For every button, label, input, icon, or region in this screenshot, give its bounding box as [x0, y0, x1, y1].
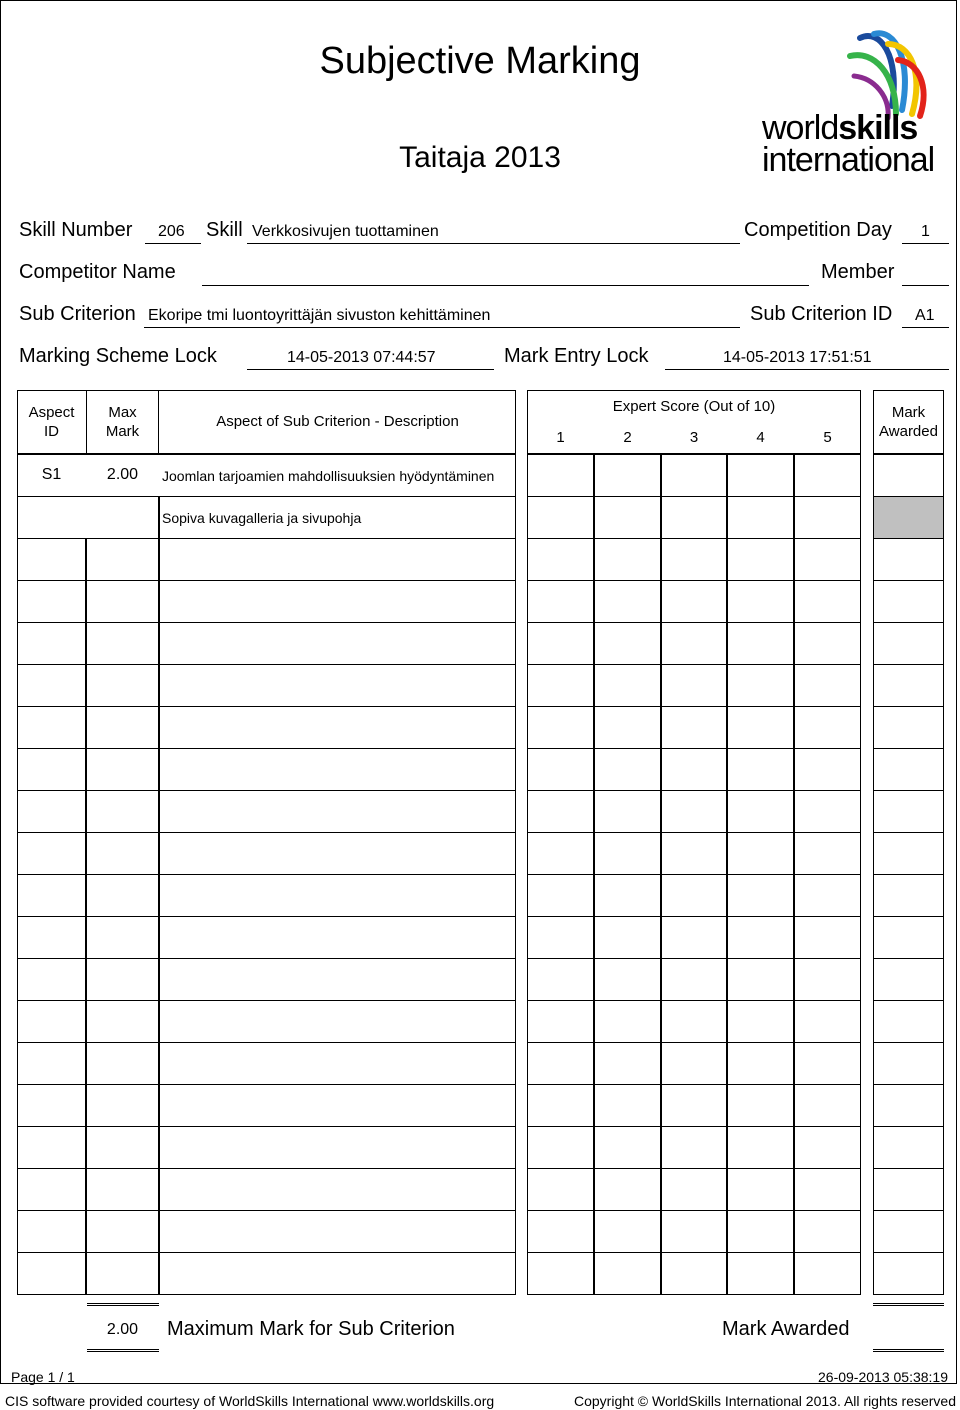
expert-score-cell-5[interactable] — [794, 916, 861, 959]
expert-score-cell-3[interactable] — [661, 1210, 727, 1253]
expert-score-cell-4[interactable] — [727, 1168, 794, 1211]
logo-word-skills: skills — [838, 109, 918, 147]
row2-description: Sopiva kuvagalleria ja sivupohja — [162, 510, 362, 526]
expert-number-3: 3 — [689, 429, 699, 446]
expert-score-cell-1[interactable] — [527, 790, 594, 833]
max-mark-label: Maximum Mark for Sub Criterion — [167, 1318, 455, 1340]
expert-score-cell-3[interactable] — [661, 916, 727, 959]
expert-score-cell-5[interactable] — [794, 706, 861, 749]
mark-awarded-cell[interactable] — [873, 538, 944, 581]
expert-score-cell-4[interactable] — [727, 790, 794, 833]
expert-score-cell-3[interactable] — [661, 496, 727, 539]
table-cell-max-mark — [86, 916, 159, 959]
table-cell-max-mark — [86, 748, 159, 791]
skill-underline — [247, 243, 740, 244]
table-cell-max-mark — [86, 958, 159, 1001]
expert-score-cell-1[interactable] — [527, 1000, 594, 1043]
expert-score-cell-4[interactable] — [727, 1000, 794, 1043]
sub-criterion-value: Ekoripe tmi luontoyrittäjän sivuston kehittäminen — [148, 307, 491, 324]
expert-score-cell-4[interactable] — [727, 580, 794, 623]
expert-score-cell-4[interactable] — [727, 622, 794, 665]
expert-score-cell-5[interactable] — [794, 1042, 861, 1085]
table-cell-aspect-id — [17, 1210, 86, 1253]
expert-score-cell-2[interactable] — [594, 916, 661, 959]
mark-awarded-cell[interactable] — [873, 1084, 944, 1127]
expert-score-cell-4[interactable] — [727, 496, 794, 539]
table-cell-aspect-id — [17, 790, 86, 833]
expert-score-cell-2[interactable] — [594, 832, 661, 875]
mark-awarded-cell[interactable] — [873, 958, 944, 1001]
expert-score-cell-4[interactable] — [727, 1252, 794, 1295]
table-cell-max-mark — [86, 538, 159, 581]
mark-awarded-cell[interactable] — [873, 664, 944, 707]
row1-aspect-id: S1 — [41, 466, 62, 483]
expert-score-cell-1[interactable] — [527, 1084, 594, 1127]
expert-score-cell-2[interactable] — [594, 874, 661, 917]
expert-score-cell-1[interactable] — [527, 1210, 594, 1253]
table-cell-description — [159, 958, 516, 1001]
table-cell-max-mark — [86, 1042, 159, 1085]
table-cell-max-mark — [86, 706, 159, 749]
mark-awarded-cell[interactable] — [873, 1168, 944, 1211]
expert-score-cell-5[interactable] — [794, 496, 861, 539]
expert-score-cell-2[interactable] — [594, 790, 661, 833]
expert-score-cell-2[interactable] — [594, 1084, 661, 1127]
member-underline — [902, 285, 949, 286]
expert-number-2: 2 — [623, 429, 632, 446]
table-cell-description — [159, 1042, 516, 1085]
table-cell-aspect-id — [17, 1252, 86, 1295]
expert-score-cell-5[interactable] — [794, 790, 861, 833]
expert-score-cell-5[interactable] — [794, 1168, 861, 1211]
footer-copyright: Copyright © WorldSkills International 2013. All rights reserved — [573, 1393, 956, 1409]
table-cell-max-mark — [86, 1000, 159, 1043]
skill-number-label: Skill Number — [19, 219, 133, 241]
expert-score-cell-4[interactable] — [727, 1042, 794, 1085]
expert-score-cell-4[interactable] — [727, 1084, 794, 1127]
table-cell-aspect-id — [17, 538, 86, 581]
mark-awarded-cell[interactable] — [873, 748, 944, 791]
expert-score-cell-1[interactable] — [527, 916, 594, 959]
expert-score-cell-5[interactable] — [794, 874, 861, 917]
table-cell-max-mark — [86, 664, 159, 707]
expert-score-cell-1[interactable] — [527, 874, 594, 917]
table-cell-description — [159, 1168, 516, 1211]
expert-score-cell-1[interactable] — [527, 1168, 594, 1211]
expert-score-cell-5[interactable] — [794, 1210, 861, 1253]
table-cell-max-mark — [86, 1252, 159, 1295]
table-cell-aspect-id — [17, 706, 86, 749]
marking-scheme-lock-value: 14-05-2013 07:44:57 — [287, 349, 436, 366]
expert-score-cell-2[interactable] — [594, 454, 661, 497]
table-cell-aspect-id — [17, 664, 86, 707]
expert-score-cell-5[interactable] — [794, 538, 861, 581]
print-timestamp: 26-09-2013 05:38:19 — [818, 1369, 948, 1385]
mark-entry-lock-underline — [665, 369, 949, 370]
row1-description: Joomlan tarjoamien mahdollisuuksien hyödyntäminen — [162, 468, 495, 484]
sub-criterion-underline — [144, 327, 740, 328]
expert-score-cell-5[interactable] — [794, 1252, 861, 1295]
table-cell-description — [159, 1126, 516, 1169]
table-cell-aspect-id — [17, 958, 86, 1001]
max-mark-total: 2.00 — [106, 1321, 139, 1338]
mark-awarded-cell[interactable] — [873, 832, 944, 875]
table-cell-description — [159, 1252, 516, 1295]
mark-awarded-cell[interactable] — [873, 496, 944, 539]
awarded-total-bottom-rule — [873, 1349, 944, 1352]
expert-number-4: 4 — [756, 429, 765, 446]
table-cell-aspect-id — [17, 874, 86, 917]
table-cell-max-mark — [86, 832, 159, 875]
table-cell-aspect-id — [17, 916, 86, 959]
expert-score-cell-4[interactable] — [727, 664, 794, 707]
logo-word-international: international — [762, 141, 935, 179]
expert-score-cell-1[interactable] — [527, 958, 594, 1001]
page-title: Subjective Marking — [319, 40, 641, 82]
expert-score-cell-2[interactable] — [594, 1252, 661, 1295]
table-cell-description — [159, 622, 516, 665]
expert-score-cell-2[interactable] — [594, 622, 661, 665]
col-mark-awarded: Mark Awarded — [879, 404, 938, 440]
expert-score-cell-1[interactable] — [527, 496, 594, 539]
expert-score-cell-5[interactable] — [794, 1000, 861, 1043]
expert-score-cell-3[interactable] — [661, 958, 727, 1001]
table-cell-description — [159, 832, 516, 875]
mark-awarded-cell[interactable] — [873, 790, 944, 833]
expert-score-cell-1[interactable] — [527, 664, 594, 707]
expert-score-cell-4[interactable] — [727, 1126, 794, 1169]
table-cell-description — [159, 538, 516, 581]
max-total-top-rule — [87, 1303, 159, 1306]
table-row-spacer — [17, 496, 159, 539]
table-cell-aspect-id — [17, 1000, 86, 1043]
table-cell-aspect-id — [17, 832, 86, 875]
table-cell-max-mark — [86, 1126, 159, 1169]
mark-awarded-cell[interactable] — [873, 1000, 944, 1043]
table-cell-description — [159, 706, 516, 749]
table-cell-description — [159, 1084, 516, 1127]
expert-score-cell-2[interactable] — [594, 1126, 661, 1169]
mark-entry-lock-value: 14-05-2013 17:51:51 — [723, 349, 872, 366]
table-cell-description — [159, 916, 516, 959]
table-cell-aspect-id — [17, 1084, 86, 1127]
table-cell-aspect-id — [17, 1126, 86, 1169]
expert-score-cell-5[interactable] — [794, 1126, 861, 1169]
table-cell-max-mark — [86, 1084, 159, 1127]
expert-score-cell-5[interactable] — [794, 958, 861, 1001]
mark-awarded-cell[interactable] — [873, 622, 944, 665]
expert-number-1: 1 — [556, 429, 565, 446]
table-cell-aspect-id — [17, 1168, 86, 1211]
expert-score-cell-2[interactable] — [594, 748, 661, 791]
skill-number-value: 206 — [158, 223, 185, 240]
expert-score-cell-1[interactable] — [527, 580, 594, 623]
skill-label: Skill — [206, 219, 243, 241]
sub-criterion-id-value: A1 — [915, 307, 935, 324]
expert-score-cell-3[interactable] — [661, 538, 727, 581]
expert-score-cell-3[interactable] — [661, 1000, 727, 1043]
expert-score-cell-4[interactable] — [727, 874, 794, 917]
table-cell-aspect-id — [17, 1042, 86, 1085]
table-cell-max-mark — [86, 580, 159, 623]
expert-score-cell-5[interactable] — [794, 832, 861, 875]
marking-scheme-lock-label: Marking Scheme Lock — [19, 345, 217, 367]
table-cell-description — [159, 874, 516, 917]
col-aspect-id: Aspect ID — [28, 404, 75, 440]
sub-criterion-id-label: Sub Criterion ID — [750, 303, 893, 325]
expert-score-cell-1[interactable] — [527, 454, 594, 497]
expert-score-cell-1[interactable] — [527, 1042, 594, 1085]
competition-day-underline — [902, 243, 949, 244]
expert-score-cell-2[interactable] — [594, 1168, 661, 1211]
expert-score-cell-4[interactable] — [727, 832, 794, 875]
expert-score-cell-3[interactable] — [661, 1168, 727, 1211]
table-cell-description — [159, 664, 516, 707]
expert-score-cell-5[interactable] — [794, 454, 861, 497]
expert-score-cell-5[interactable] — [794, 1084, 861, 1127]
expert-score-cell-3[interactable] — [661, 580, 727, 623]
expert-score-cell-1[interactable] — [527, 538, 594, 581]
competition-day-label: Competition Day — [744, 219, 892, 241]
expert-score-cell-3[interactable] — [661, 1126, 727, 1169]
col-description: Aspect of Sub Criterion - Description — [216, 413, 459, 430]
competition-day-value: 1 — [921, 223, 930, 240]
mark-awarded-cell[interactable] — [873, 1210, 944, 1253]
expert-score-cell-2[interactable] — [594, 664, 661, 707]
mark-awarded-cell[interactable] — [873, 580, 944, 623]
table-cell-max-mark — [86, 622, 159, 665]
expert-score-cell-1[interactable] — [527, 1252, 594, 1295]
footer-credit: CIS software provided courtesy of WorldSkills International www.worldskills.org — [5, 1393, 495, 1409]
expert-score-cell-3[interactable] — [661, 1042, 727, 1085]
logo-word-world: world — [762, 109, 839, 147]
page-number: Page 1 / 1 — [11, 1369, 75, 1385]
skill-value: Verkkosivujen tuottaminen — [252, 223, 439, 240]
expert-score-cell-5[interactable] — [794, 748, 861, 791]
expert-score-cell-3[interactable] — [661, 832, 727, 875]
expert-score-cell-2[interactable] — [594, 1000, 661, 1043]
table-cell-description — [159, 748, 516, 791]
table-cell-description — [159, 580, 516, 623]
expert-score-cell-3[interactable] — [661, 874, 727, 917]
expert-score-cell-3[interactable] — [661, 622, 727, 665]
table-cell-description — [159, 1000, 516, 1043]
mark-awarded-label: Mark Awarded — [722, 1318, 850, 1340]
table-cell-aspect-id — [17, 748, 86, 791]
table-cell-description — [159, 790, 516, 833]
expert-score-cell-1[interactable] — [527, 748, 594, 791]
page-subtitle: Taitaja 2013 — [399, 141, 561, 174]
mark-awarded-cell[interactable] — [873, 1252, 944, 1295]
expert-score-cell-3[interactable] — [661, 664, 727, 707]
mark-awarded-cell[interactable] — [873, 454, 944, 497]
expert-score-cell-1[interactable] — [527, 706, 594, 749]
table-cell-max-mark — [86, 874, 159, 917]
skill-number-underline — [145, 243, 201, 244]
expert-score-cell-4[interactable] — [727, 958, 794, 1001]
table-cell-max-mark — [86, 1210, 159, 1253]
competitor-name-label: Competitor Name — [19, 261, 176, 283]
expert-score-cell-5[interactable] — [794, 580, 861, 623]
table-cell-max-mark — [86, 790, 159, 833]
mark-awarded-cell[interactable] — [873, 874, 944, 917]
expert-score-cell-5[interactable] — [794, 664, 861, 707]
expert-score-cell-3[interactable] — [661, 706, 727, 749]
expert-score-cell-2[interactable] — [594, 706, 661, 749]
table-cell-max-mark — [86, 1168, 159, 1211]
mark-awarded-cell[interactable] — [873, 916, 944, 959]
expert-score-cell-4[interactable] — [727, 454, 794, 497]
expert-score-cell-3[interactable] — [661, 748, 727, 791]
expert-score-cell-1[interactable] — [527, 832, 594, 875]
mark-awarded-cell[interactable] — [873, 706, 944, 749]
expert-score-cell-2[interactable] — [594, 958, 661, 1001]
expert-score-cell-3[interactable] — [661, 790, 727, 833]
expert-score-cell-3[interactable] — [661, 1252, 727, 1295]
max-total-bottom-rule — [87, 1349, 159, 1352]
expert-score-cell-2[interactable] — [594, 580, 661, 623]
sub-criterion-label: Sub Criterion — [19, 303, 136, 325]
member-label: Member — [821, 261, 895, 283]
expert-score-cell-5[interactable] — [794, 622, 861, 665]
sub-criterion-id-underline — [902, 327, 949, 328]
expert-score-cell-4[interactable] — [727, 916, 794, 959]
col-expert-score: Expert Score (Out of 10) — [612, 398, 776, 415]
mark-awarded-cell[interactable] — [873, 1042, 944, 1085]
expert-number-5: 5 — [823, 429, 832, 446]
expert-score-cell-1[interactable] — [527, 622, 594, 665]
expert-score-cell-2[interactable] — [594, 1042, 661, 1085]
marking-scheme-lock-underline — [247, 369, 494, 370]
expert-score-cell-4[interactable] — [727, 1210, 794, 1253]
table-cell-description — [159, 1210, 516, 1253]
expert-score-cell-1[interactable] — [527, 1126, 594, 1169]
expert-score-cell-3[interactable] — [661, 1084, 727, 1127]
expert-score-cell-4[interactable] — [727, 748, 794, 791]
competitor-name-underline — [202, 285, 809, 286]
col-max-mark: Max Mark — [105, 404, 140, 440]
mark-awarded-cell[interactable] — [873, 1126, 944, 1169]
mark-entry-lock-label: Mark Entry Lock — [504, 345, 649, 367]
expert-score-cell-3[interactable] — [661, 454, 727, 497]
awarded-total-top-rule — [873, 1303, 944, 1306]
table-cell-aspect-id — [17, 622, 86, 665]
expert-score-cell-2[interactable] — [594, 1210, 661, 1253]
table-cell-aspect-id — [17, 580, 86, 623]
row1-max-mark: 2.00 — [106, 466, 139, 483]
expert-score-cell-2[interactable] — [594, 538, 661, 581]
expert-score-cell-4[interactable] — [727, 538, 794, 581]
expert-score-cell-2[interactable] — [594, 496, 661, 539]
expert-score-cell-4[interactable] — [727, 706, 794, 749]
